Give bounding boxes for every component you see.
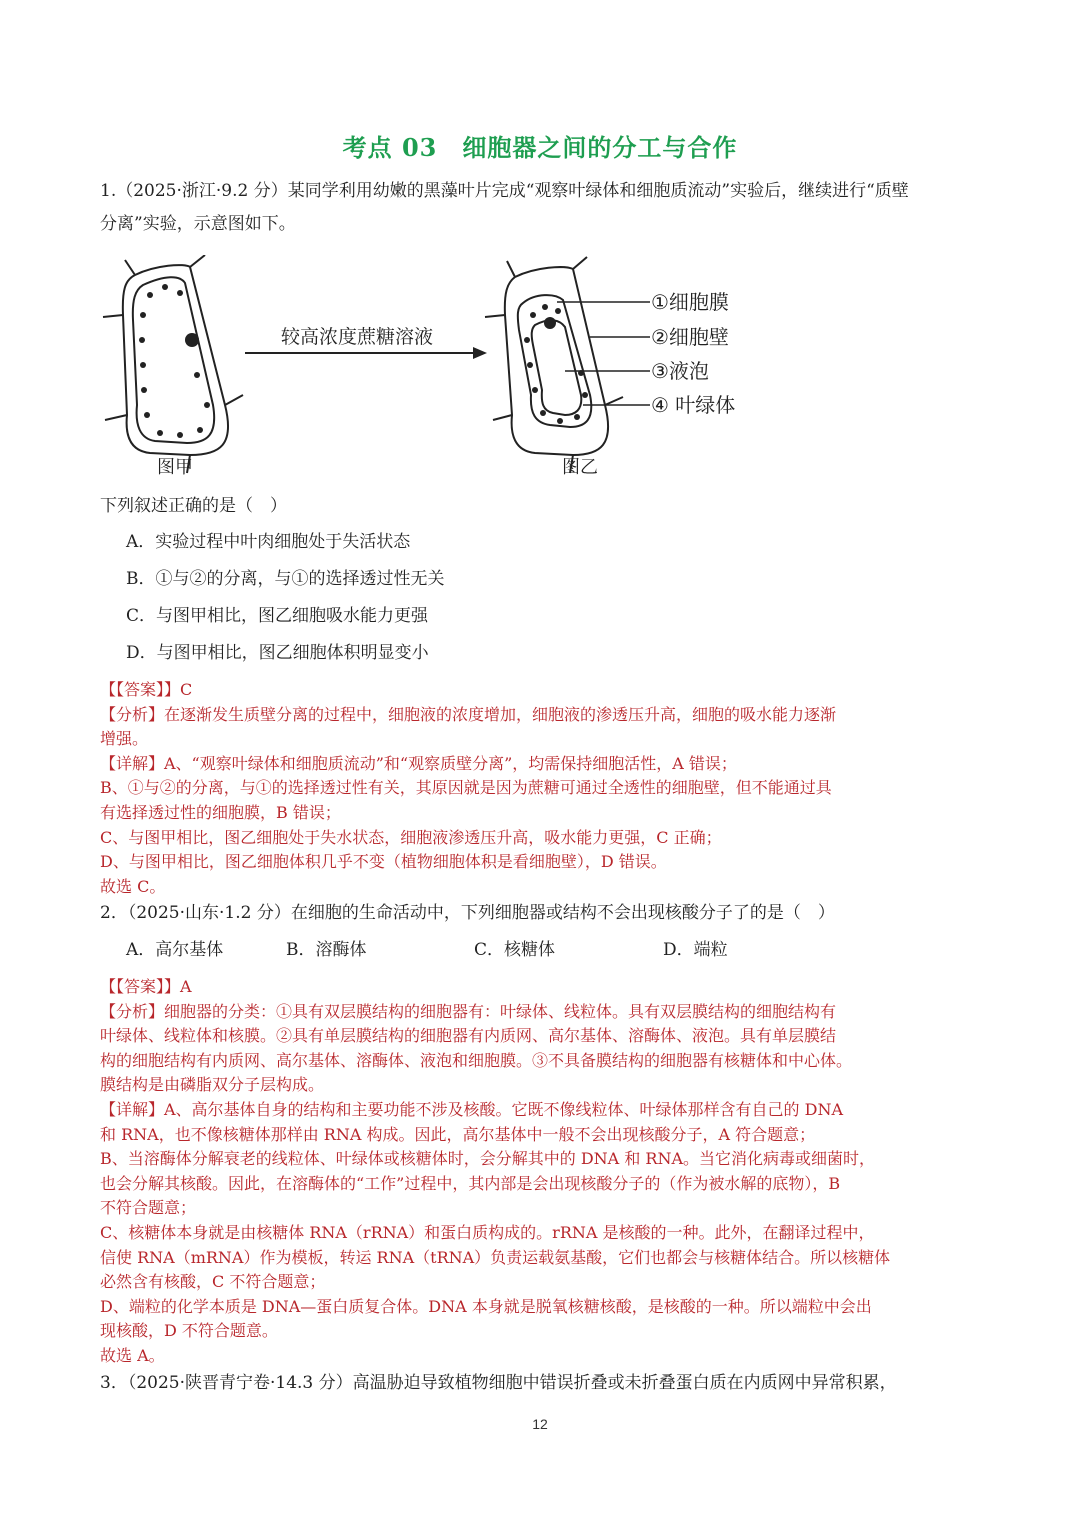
caption-yi: 图乙 — [562, 457, 598, 478]
q1-option-b: B．①与②的分离，与①的选择透过性无关 — [126, 569, 445, 589]
q1-stem-line: 分离”实验，示意图如下。 — [100, 214, 296, 234]
q2-analysis-line: D、端粒的化学本质是 DNA—蛋白质复合体。DNA 本身就是脱氧核糖核酸，是核酸的一种。所以端粒中会出 — [100, 1296, 872, 1316]
q2-option-c: C．核糖体 — [474, 940, 556, 960]
label-vacuole: ③液泡 — [651, 359, 709, 383]
q1-analysis-line: 增强。 — [100, 729, 149, 749]
q1-analysis-line: 有选择透过性的细胞膜，B 错误； — [100, 802, 341, 822]
q2-analysis-line: 和 RNA，也不像核糖体那样由 RNA 构成。因此，高尔基体中一般不会出现核酸分子，A 符合题意； — [100, 1124, 816, 1144]
arrow — [245, 347, 487, 359]
q1-stem-line: 1.（2025·浙江·9.2 分）某同学利用幼嫩的黑藻叶片完成“观察叶绿体和细胞质流动”实验后，继续进行“质壁 — [100, 181, 909, 201]
label-cell-membrane: ①细胞膜 — [651, 290, 729, 314]
q2-analysis-line: 也会分解其核酸。因此，在溶酶体的“工作”过程中，其内部是会出现核酸分子的（作为被水解的底物），B — [100, 1173, 841, 1193]
q2-analysis-line: 【详解】A、高尔基体自身的结构和主要功能不涉及核酸。它既不像线粒体、叶绿体那样含有自己的 DNA — [100, 1099, 844, 1119]
q2-analysis-line: 不符合题意； — [100, 1198, 197, 1218]
section-title: 考点 03 细胞器之间的分工与合作 — [342, 133, 738, 162]
q2-option-b: B．溶酶体 — [286, 940, 367, 960]
q1-analysis-line: 【详解】A、“观察叶绿体和细胞质流动”和“观察质壁分离”，均需保持细胞活性，A 错误； — [100, 753, 737, 773]
q1-analysis-line: D、与图甲相比，图乙细胞体积几乎不变（植物细胞体积是看细胞壁），D 错误。 — [100, 852, 667, 872]
q1-option-d: D．与图甲相比，图乙细胞体积明显变小 — [126, 643, 429, 663]
q1-option-a: A．实验过程中叶肉细胞处于失活状态 — [126, 532, 411, 552]
q1-analysis-line: 故选 C。 — [100, 876, 166, 896]
q2-answer: 【【答案】】A — [100, 977, 192, 996]
q3-stem: 3．（2025·陕晋青宁卷·14.3 分）高温胁迫导致植物细胞中错误折叠或未折叠蛋白质在内质网中异常积累， — [100, 1373, 897, 1393]
q2-analysis-line: 叶绿体、线粒体和核膜。②具有单层膜结构的细胞器有内质网、高尔基体、溶酶体、液泡。具有单层膜结 — [100, 1026, 837, 1046]
cell-yi-figure — [485, 257, 623, 473]
q2-stem: 2．（2025·山东·1.2 分）在细胞的生命活动中，下列细胞器或结构不会出现核酸分子了的是（ ） — [100, 903, 835, 923]
label-chloroplast: ④ 叶绿体 — [651, 393, 736, 417]
caption-jia: 图甲 — [157, 457, 193, 478]
q2-analysis-line: 故选 A。 — [100, 1345, 165, 1365]
q2-analysis-line: 膜结构是由磷脂双分子层构成。 — [100, 1075, 325, 1095]
cell-jia-figure — [103, 255, 243, 473]
q1-analysis-line: C、与图甲相比，图乙细胞处于失水状态，细胞液渗透压升高，吸水能力更强，C 正确； — [100, 827, 722, 847]
q2-option-a: A．高尔基体 — [126, 940, 224, 960]
q2-analysis-line: 【分析】细胞器的分类：①具有双层膜结构的细胞器有：叶绿体、线粒体。具有双层膜结构的细胞结构有 — [100, 1001, 837, 1021]
q2-option-d: D．端粒 — [663, 940, 728, 960]
q2-analysis-line: 信使 RNA（mRNA）作为模板，转运 RNA（tRNA）负责运载氨基酸，它们也都会与核糖体结合。所以核糖体 — [100, 1247, 891, 1267]
q2-answer-block — [100, 975, 985, 1369]
q1-answer-block — [100, 678, 985, 899]
arrow-label: 较高浓度蔗糖溶液 — [280, 326, 434, 348]
chloroplast-dots-yi — [524, 304, 588, 424]
label-cell-wall: ②细胞壁 — [651, 325, 729, 349]
q2-analysis-line: 必然含有核酸，C 不符合题意； — [100, 1272, 326, 1292]
q2-analysis-line: C、核糖体本身就是由核糖体 RNA（rRNA）和蛋白质构成的。rRNA 是核酸的一种。此外，在翻译过程中， — [100, 1222, 875, 1242]
q1-figure — [95, 255, 795, 485]
q2-analysis-line: 现核酸，D 不符合题意。 — [100, 1321, 278, 1341]
q1-analysis-line: 【分析】在逐渐发生质壁分离的过程中，细胞液的浓度增加，细胞液的渗透压升高，细胞的吸水能力逐渐 — [100, 704, 837, 724]
q2-analysis-line: B、当溶酶体分解衰老的线粒体、叶绿体或核糖体时，会分解其中的 DNA 和 RNA。当它消化病毒或细菌时， — [100, 1149, 876, 1169]
q1-analysis-line: B、①与②的分离，与①的选择透过性有关，其原因就是因为蔗糖可通过全透性的细胞壁，但不能通过具 — [100, 778, 832, 798]
q1-stem — [100, 175, 985, 241]
q1-answer: 【【答案】】C — [100, 680, 193, 699]
q1-prompt: 下列叙述正确的是（ ） — [100, 496, 287, 516]
page-number: 12 — [532, 1416, 548, 1432]
q2-analysis-line: 构的细胞结构有内质网、高尔基体、溶酶体、液泡和细胞膜。③不具备膜结构的细胞器有核糖体和中心体。 — [100, 1050, 853, 1070]
q1-option-c: C．与图甲相比，图乙细胞吸水能力更强 — [126, 606, 429, 626]
